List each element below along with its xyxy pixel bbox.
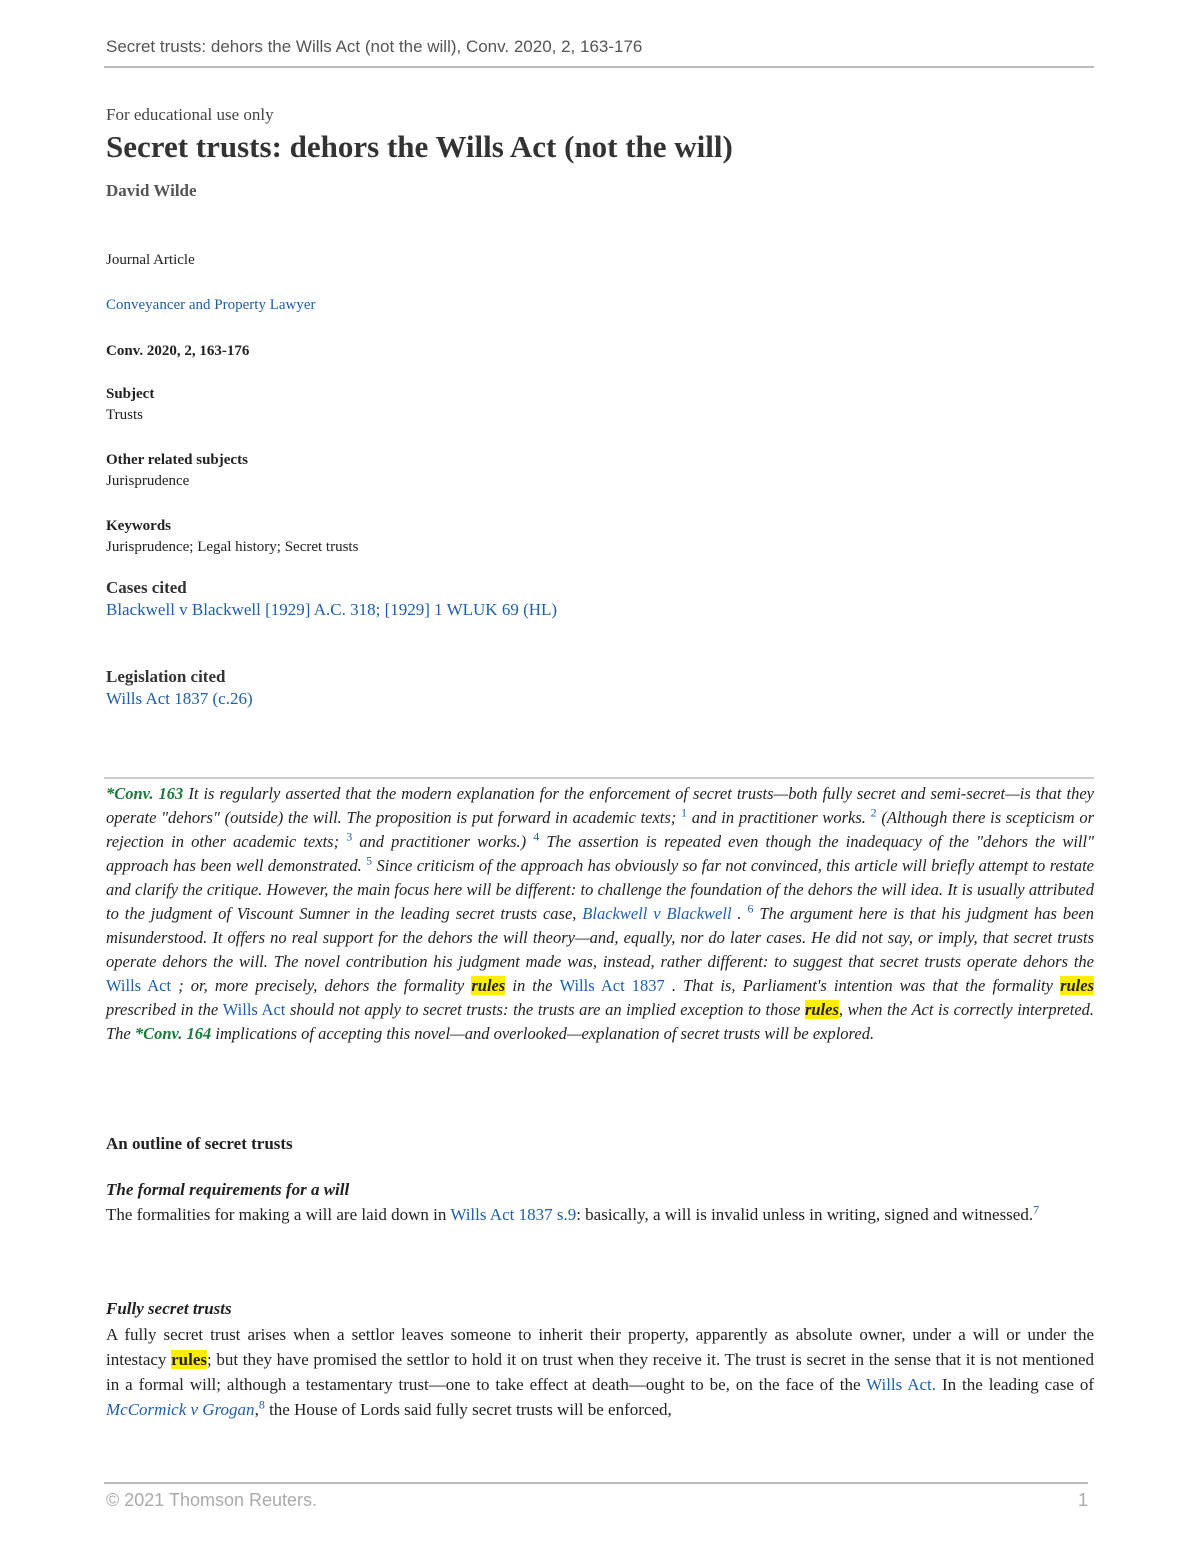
citation: Conv. 2020, 2, 163-176 — [106, 343, 250, 359]
related-subjects-value: Jurisprudence — [106, 473, 190, 489]
page-marker-164: *Conv. 164 — [134, 1024, 212, 1043]
wills-act-link[interactable]: Wills Act. — [866, 1375, 937, 1394]
fully-secret-trusts-paragraph: A fully secret trust arises when a settlor leaves someone to inherit their property, apparently as absolute owner, under a will or under the intestacy rules; but they have promised the settlor to hold it on trust when they receive it. The trust is secret in the sense that it is not mentioned in a formal will; although a testamentary trust—one to take effect at death—ought to be, on the face of the Wills Act. In the leading case of McCormick v Grogan,$^8$ the House of Lords said fully secret trusts will be enforced, — [106, 1325, 1095, 1419]
subject-section — [106, 384, 154, 426]
keywords-label: Keywords — [106, 518, 171, 534]
subheading-formal-requirements: The formal requirements for a will — [106, 1180, 350, 1199]
section-heading-outline: An outline of secret trusts — [106, 1134, 293, 1153]
journal-link[interactable]: Conveyancer and Property Lawyer — [106, 297, 316, 313]
doc-type: Journal Article — [106, 252, 195, 268]
wills-act-s9-link[interactable]: Wills Act 1837 s.9 — [450, 1205, 577, 1224]
footer-divider — [104, 1482, 1088, 1484]
header-divider — [104, 66, 1094, 68]
search-highlight: rules — [171, 1350, 207, 1369]
case-link-blackwell[interactable]: Blackwell v Blackwell [1929] A.C. 318; [1929] 1 WLUK 69 (HL) — [106, 600, 558, 619]
footnote-ref-5[interactable]: 5 — [366, 853, 373, 868]
cases-cited-label: Cases cited — [106, 578, 187, 597]
footnote-ref-3[interactable]: 3 — [346, 829, 353, 844]
subject-value: Trusts — [106, 407, 143, 423]
cases-cited-section — [106, 578, 557, 620]
related-subjects-section — [106, 450, 248, 492]
page-marker-163: *Conv. 163 — [106, 784, 184, 803]
case-link-blackwell-inline[interactable]: Blackwell v Blackwell — [582, 904, 732, 923]
search-highlight: rules — [1060, 976, 1094, 995]
running-title: Secret trusts: dehors the Wills Act (not the will), Conv. 2020, 2, 163-176 — [106, 37, 643, 56]
legislation-cited-label: Legislation cited — [106, 667, 226, 686]
author-name: David Wilde — [106, 181, 197, 200]
educational-notice: For educational use only — [106, 105, 274, 124]
wills-act-link[interactable]: Wills Act — [222, 1000, 286, 1019]
article-title: Secret trusts: dehors the Wills Act (not the will) — [106, 129, 733, 164]
subheading-fully-secret-trusts: Fully secret trusts — [106, 1299, 232, 1318]
subject-label: Subject — [106, 386, 155, 402]
front-matter — [106, 104, 1094, 202]
keywords-value: Jurisprudence; Legal history; Secret trusts — [106, 539, 359, 555]
intro-paragraph: *Conv. 163 It is regularly asserted that the modern explanation for the enforcement of secret trusts—both fully secret and semi-secret—is that they operate "dehors" (outside) the will. The proposition is put forward in academic texts; $^1$ and in practitioner works. $^2$ (Although there is scepticism or rejection in other academic texts; $^3$ and practitioner works.) $^4$ The assertion is repeated even though the inadequacy of the "dehors the will" approach has been well demonstrated. $^5$ Since criticism of the approach has obviously so far not convinced, this article will briefly attempt to restate and clarify the critique. However, the main focus here will be different: to challenge the foundation of the dehors the will idea. It is usually attributed to the judgment of Viscount Sumner in the leading secret trusts case, Blackwell v Blackwell . $^6$ The argument here is that his judgment has been misunderstood. It offers no real support for the dehors the will theory—and, equally, nor do later cases. He did not say, or imply, that secret trusts operate dehors the will. The novel contribution his judgment made was, instead, rather different: to suggest that secret trusts operate dehors the Wills Act ; or, more precisely, dehors the formality rules in the Wills Act 1837 . That is, Parliament's intention was that the formality rules prescribed in the Wills Act should not apply to secret trusts: the trusts are an implied exception to those rules, when the Act is correctly interpreted. The *Conv. 164 implications of accepting this novel—and overlooked—explanation of secret trusts will be explored. — [106, 784, 1095, 1043]
search-highlight: rules — [804, 1000, 839, 1019]
footnote-ref-4[interactable]: 4 — [533, 829, 540, 844]
footnote-ref-2[interactable]: 2 — [870, 805, 877, 820]
copyright-notice: © 2021 Thomson Reuters. — [106, 1490, 318, 1510]
legislation-cited-section — [106, 667, 253, 709]
footnote-ref-6[interactable]: 6 — [747, 901, 754, 916]
legislation-link-wills-act[interactable]: Wills Act 1837 (c.26) — [106, 689, 253, 708]
keywords-section — [106, 516, 358, 558]
related-subjects-label: Other related subjects — [106, 452, 248, 468]
wills-act-1837-link[interactable]: Wills Act 1837 — [559, 976, 665, 995]
page-number: 1 — [1077, 1490, 1088, 1510]
footnote-ref-8[interactable]: 8 — [258, 1397, 265, 1412]
footnote-ref-7[interactable]: 7 — [1033, 1202, 1040, 1217]
search-highlight: rules — [471, 976, 506, 995]
body-divider — [104, 777, 1094, 779]
wills-act-link[interactable]: Wills Act — [106, 976, 172, 995]
formal-requirements-paragraph: The formalities for making a will are laid down in Wills Act 1837 s.9: basically, a will is invalid unless in writing, signed and witnessed.$^7$ — [106, 1202, 1040, 1224]
footnote-ref-1[interactable]: 1 — [681, 805, 688, 820]
case-link-mccormick[interactable]: McCormick v Grogan — [106, 1400, 255, 1419]
